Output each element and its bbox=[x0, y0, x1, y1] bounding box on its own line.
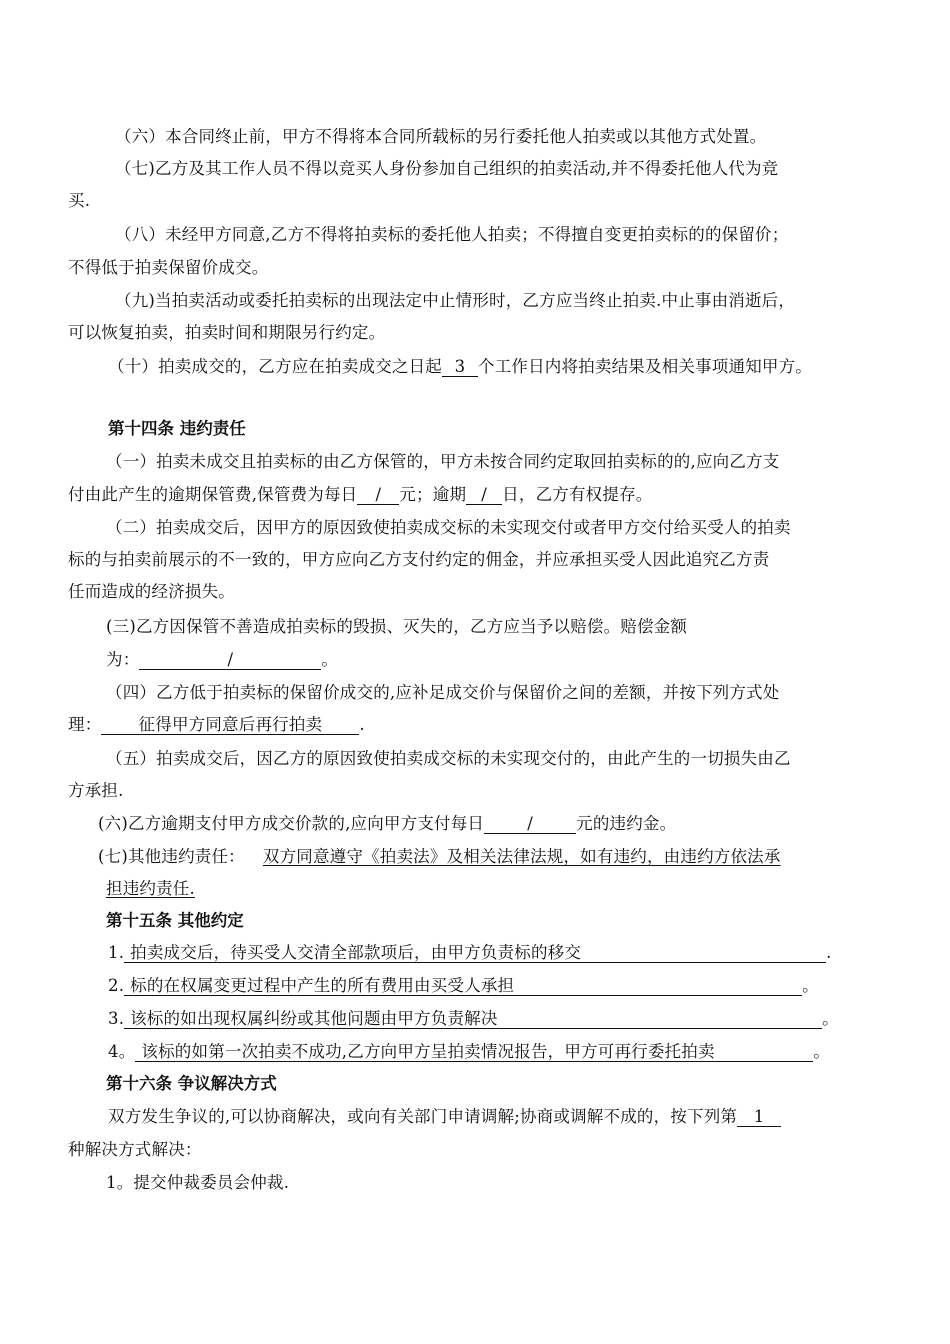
compensation-blank: / bbox=[139, 650, 321, 670]
item-end: 。 bbox=[813, 1042, 831, 1061]
clause-text: 元；逾期 bbox=[399, 485, 467, 504]
item-number: 3. bbox=[108, 1009, 125, 1028]
other-agreement-blank: 该标的如第一次拍卖不成功,乙方向甲方呈拍卖情况报告，甲方可再行委托拍卖 bbox=[135, 1042, 813, 1062]
penalty-blank: / bbox=[484, 814, 576, 834]
clause-14-5-line1: （五）拍卖成交后，因乙方的原因致使拍卖成交标的未实现交付的，由此产生的一切损失由乙 bbox=[106, 749, 791, 768]
clause-14-1-line1: （一）拍卖未成交且拍卖标的由乙方保管的，甲方未按合同约定取回拍卖标的的,应向乙方支 bbox=[106, 452, 780, 471]
workdays-blank: 3 bbox=[442, 357, 478, 377]
clause-14-1-line2 bbox=[68, 484, 652, 506]
handling-method-blank: 征得甲方同意后再行拍卖 bbox=[101, 715, 359, 735]
section-15-title: 第十五条 其他约定 bbox=[106, 911, 244, 930]
clause-15-4 bbox=[108, 1041, 830, 1063]
clause-text: . bbox=[359, 715, 365, 734]
clause-14-4-line2 bbox=[68, 714, 365, 736]
clause-13-8-line1: （八）未经甲方同意,乙方不得将拍卖标的委托他人拍卖；不得擅自变更拍卖标的的保留价； bbox=[115, 225, 789, 244]
item-end: 。 bbox=[802, 976, 819, 995]
clause-14-7-line2: 担违约责任. bbox=[106, 879, 195, 898]
clause-13-9-line2: 可以恢复拍卖，拍卖时间和期限另行约定。 bbox=[68, 323, 386, 342]
clause-text: 为： bbox=[106, 650, 140, 669]
clause-14-5-line2: 方承担. bbox=[68, 781, 124, 800]
other-liability-text: 双方同意遵守《拍卖法》及相关法律法规，如有违约，由违约方依法承 bbox=[262, 847, 781, 866]
clause-14-3-line2 bbox=[106, 649, 338, 671]
other-agreement-blank: 标的在权属变更过程中产生的所有费用由买受人承担 bbox=[124, 976, 802, 996]
clause-14-7-line1 bbox=[98, 846, 781, 868]
clause-14-4-line1: （四）乙方低于拍卖标的保留价成交的,应补足成交价与保留价之间的差额，并按下列方式处 bbox=[106, 683, 780, 702]
clause-text: (六)乙方逾期支付甲方成交价款的,应向甲方支付每日 bbox=[98, 814, 485, 833]
clause-text: 。 bbox=[321, 650, 339, 669]
clause-text: 付由此产生的逾期保管费,保管费为每日 bbox=[68, 485, 358, 504]
clause-text: （十）拍卖成交的，乙方应在拍卖成交之日起 bbox=[108, 357, 442, 376]
resolution-choice-blank: 1 bbox=[737, 1107, 781, 1127]
storage-fee-blank: / bbox=[357, 485, 399, 505]
clause-15-3 bbox=[108, 1008, 839, 1030]
clause-14-2-line2: 标的与拍卖前展示的不一致的，甲方应向乙方支付约定的佣金，并应承担买受人因此追究乙方责 bbox=[68, 550, 770, 569]
item-number: 1. bbox=[108, 943, 125, 962]
clause-text: 理： bbox=[68, 715, 102, 734]
section-14-title: 第十四条 违约责任 bbox=[108, 419, 246, 438]
clause-13-6: （六）本合同终止前，甲方不得将本合同所载标的另行委托他人拍卖或以其他方式处置。 bbox=[115, 127, 767, 146]
item-end: . bbox=[826, 943, 832, 962]
clause-14-2-line3: 任而造成的经济损失。 bbox=[68, 582, 235, 601]
clause-16-line1 bbox=[108, 1106, 781, 1128]
clause-13-8-line2: 不得低于拍卖保留价成交。 bbox=[68, 258, 269, 277]
clause-13-10 bbox=[108, 356, 812, 378]
clause-14-6 bbox=[98, 813, 676, 835]
overdue-days-blank: / bbox=[466, 485, 502, 505]
clause-15-2 bbox=[108, 975, 819, 997]
item-end: 。 bbox=[822, 1009, 839, 1028]
clause-text: 元的违约金。 bbox=[576, 814, 677, 833]
other-agreement-blank: 拍卖成交后，待买受人交清全部款项后，由甲方负责标的移交 bbox=[124, 943, 826, 963]
clause-text: 日，乙方有权提存。 bbox=[502, 485, 653, 504]
clause-text: 双方发生争议的,可以协商解决，或向有关部门申请调解;协商或调解不成的，按下列第 bbox=[108, 1107, 738, 1126]
clause-14-2-line1: （二）拍卖成交后，因甲方的原因致使拍卖成交标的未实现交付或者甲方交付给买受人的拍卖 bbox=[106, 518, 791, 537]
clause-15-1 bbox=[108, 942, 832, 964]
clause-14-3-line1: (三)乙方因保管不善造成拍卖标的毁损、灭失的，乙方应当予以赔偿。赔偿金额 bbox=[106, 617, 688, 636]
clause-text: (七)其他违约责任： bbox=[98, 847, 245, 866]
clause-16-option-1: 1。提交仲裁委员会仲裁. bbox=[106, 1173, 290, 1192]
section-16-title: 第十六条 争议解决方式 bbox=[106, 1074, 277, 1093]
clause-13-9-line1: （九)当拍卖活动或委托拍卖标的出现法定中止情形时，乙方应当终止拍卖.中止事由消逝后， bbox=[115, 291, 796, 310]
clause-16-line2: 种解决方式解决： bbox=[68, 1140, 202, 1159]
clause-13-7-line1: （七)乙方及其工作人员不得以竞买人身份参加自己组织的拍卖活动,并不得委托他人代为竞 bbox=[115, 159, 779, 178]
item-number: 4。 bbox=[108, 1042, 136, 1061]
clause-text: 个工作日内将拍卖结果及相关事项通知甲方。 bbox=[478, 357, 812, 376]
other-agreement-blank: 该标的如出现权属纠纷或其他问题由甲方负责解决 bbox=[124, 1009, 822, 1029]
item-number: 2. bbox=[108, 976, 125, 995]
clause-13-7-line2: 买. bbox=[68, 191, 91, 210]
